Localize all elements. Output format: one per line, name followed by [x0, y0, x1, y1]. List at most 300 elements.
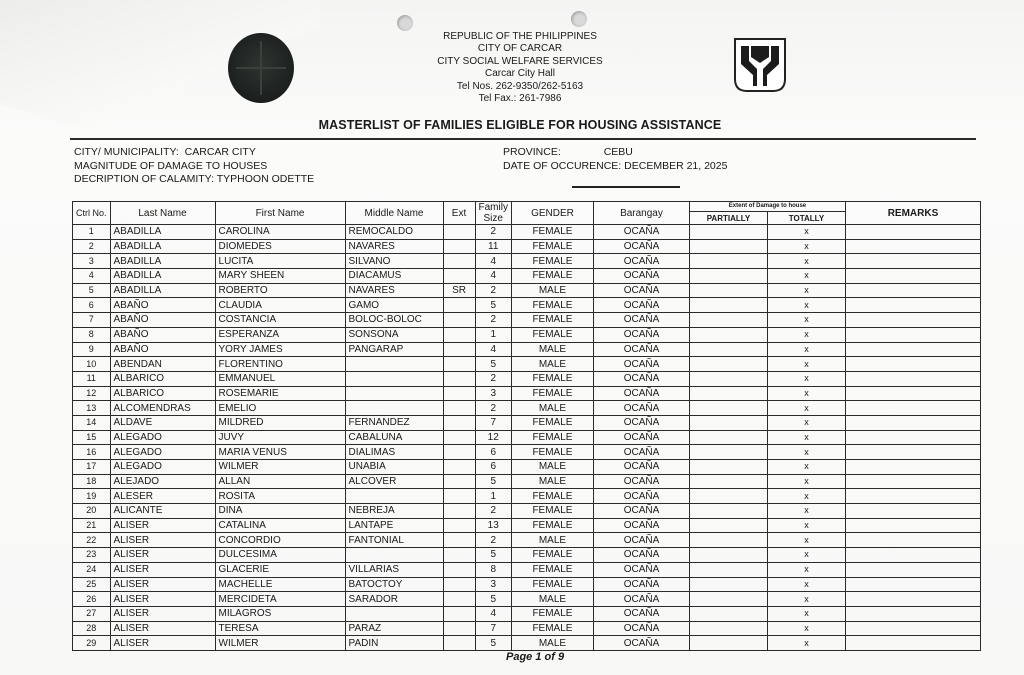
- first-name-cell: WILMER: [215, 460, 345, 475]
- family-size-cell: 2: [475, 533, 511, 548]
- gender-cell: MALE: [511, 460, 593, 475]
- partially-cell: [689, 283, 767, 298]
- ctrl-no-cell: 3: [73, 254, 111, 269]
- remarks-cell: [845, 430, 980, 445]
- family-size-cell: 5: [475, 592, 511, 607]
- last-name-cell: ALCOMENDRAS: [110, 401, 215, 416]
- remarks-cell: [845, 239, 980, 254]
- barangay-cell: OCAÑA: [593, 592, 689, 607]
- table-row: [73, 445, 981, 460]
- ctrl-no-cell: 16: [73, 445, 111, 460]
- ctrl-no-cell: 10: [73, 357, 111, 372]
- calamity-label: DECRIPTION OF CALAMITY:: [74, 173, 215, 185]
- family-size-cell: 2: [475, 401, 511, 416]
- middle-name-cell: REMOCALDO: [345, 225, 443, 240]
- family-size-cell: 4: [475, 342, 511, 357]
- middle-name-cell: [345, 386, 443, 401]
- last-name-cell: ALISER: [110, 621, 215, 636]
- middle-name-cell: ALCOVER: [345, 474, 443, 489]
- last-name-cell: ALESER: [110, 489, 215, 504]
- ext-cell: [443, 254, 475, 269]
- gender-cell: FEMALE: [511, 445, 593, 460]
- ext-cell: [443, 357, 475, 372]
- remarks-cell: [845, 606, 980, 621]
- info-left: [74, 146, 314, 187]
- last-name-cell: ABAÑO: [110, 327, 215, 342]
- table-row: [73, 606, 981, 621]
- remarks-cell: [845, 533, 980, 548]
- col-totally: TOTALLY: [767, 212, 845, 225]
- remarks-cell: [845, 415, 980, 430]
- ctrl-no-cell: 22: [73, 533, 111, 548]
- totally-cell: x: [767, 577, 845, 592]
- totally-cell: x: [767, 621, 845, 636]
- gender-cell: FEMALE: [511, 313, 593, 328]
- first-name-cell: JUVY: [215, 430, 345, 445]
- gender-cell: FEMALE: [511, 298, 593, 313]
- totally-cell: x: [767, 269, 845, 284]
- last-name-cell: ALEGADO: [110, 445, 215, 460]
- family-size-cell: 5: [475, 357, 511, 372]
- partially-cell: [689, 254, 767, 269]
- col-first-name: First Name: [215, 202, 345, 225]
- ext-cell: [443, 239, 475, 254]
- barangay-cell: OCAÑA: [593, 533, 689, 548]
- gender-cell: MALE: [511, 357, 593, 372]
- partially-cell: [689, 313, 767, 328]
- ext-cell: [443, 489, 475, 504]
- last-name-cell: ALDAVE: [110, 415, 215, 430]
- family-size-cell: 13: [475, 518, 511, 533]
- totally-cell: x: [767, 313, 845, 328]
- col-remarks: REMARKS: [845, 202, 980, 225]
- gender-cell: FEMALE: [511, 606, 593, 621]
- gender-cell: MALE: [511, 636, 593, 651]
- remarks-cell: [845, 460, 980, 475]
- middle-name-cell: DIALIMAS: [345, 445, 443, 460]
- family-size-cell: 2: [475, 283, 511, 298]
- date-label: DATE OF OCCURENCE:: [503, 159, 622, 172]
- table-row: [73, 327, 981, 342]
- ctrl-no-cell: 29: [73, 636, 111, 651]
- first-name-cell: DIOMEDES: [215, 239, 345, 254]
- first-name-cell: ALLAN: [215, 474, 345, 489]
- header-line: CITY OF CARCAR: [477, 43, 563, 55]
- header-line: CITY SOCIAL WELFARE SERVICES: [437, 55, 603, 67]
- last-name-cell: ALEGADO: [110, 430, 215, 445]
- barangay-cell: OCAÑA: [593, 415, 689, 430]
- partially-cell: [689, 533, 767, 548]
- ext-cell: [443, 386, 475, 401]
- remarks-cell: [845, 445, 980, 460]
- first-name-cell: MERCIDETA: [215, 592, 345, 607]
- gender-cell: FEMALE: [511, 621, 593, 636]
- ctrl-no-cell: 1: [73, 225, 111, 240]
- last-name-cell: ALISER: [110, 577, 215, 592]
- ext-cell: [443, 577, 475, 592]
- totally-cell: x: [767, 342, 845, 357]
- first-name-cell: CONCORDIO: [215, 533, 345, 548]
- remarks-cell: [845, 327, 980, 342]
- last-name-cell: ABENDAN: [110, 357, 215, 372]
- table-row: [73, 592, 981, 607]
- remarks-cell: [845, 621, 980, 636]
- totally-cell: x: [767, 636, 845, 651]
- partially-cell: [689, 239, 767, 254]
- ext-cell: [443, 342, 475, 357]
- last-name-cell: ABADILLA: [110, 283, 215, 298]
- ext-cell: [443, 636, 475, 651]
- partially-cell: [689, 327, 767, 342]
- gender-cell: FEMALE: [511, 415, 593, 430]
- gender-cell: MALE: [511, 342, 593, 357]
- col-family-size: Family Size: [475, 202, 511, 225]
- gender-cell: FEMALE: [511, 386, 593, 401]
- remarks-cell: [845, 548, 980, 563]
- partially-cell: [689, 474, 767, 489]
- first-name-cell: YORY JAMES: [215, 342, 345, 357]
- gender-cell: FEMALE: [511, 327, 593, 342]
- remarks-cell: [845, 357, 980, 372]
- barangay-cell: OCAÑA: [593, 298, 689, 313]
- middle-name-cell: PADIN: [345, 636, 443, 651]
- gender-cell: FEMALE: [511, 504, 593, 519]
- first-name-cell: DINA: [215, 504, 345, 519]
- first-name-cell: CAROLINA: [215, 225, 345, 240]
- ctrl-no-cell: 4: [73, 269, 111, 284]
- gender-cell: MALE: [511, 592, 593, 607]
- family-size-cell: 7: [475, 415, 511, 430]
- first-name-cell: FLORENTINO: [215, 357, 345, 372]
- barangay-cell: OCAÑA: [593, 254, 689, 269]
- totally-cell: x: [767, 562, 845, 577]
- barangay-cell: OCAÑA: [593, 460, 689, 475]
- barangay-cell: OCAÑA: [593, 504, 689, 519]
- ctrl-no-cell: 27: [73, 606, 111, 621]
- first-name-cell: TERESA: [215, 621, 345, 636]
- ext-cell: [443, 415, 475, 430]
- last-name-cell: ALBARICO: [110, 371, 215, 386]
- partially-cell: [689, 621, 767, 636]
- remarks-cell: [845, 518, 980, 533]
- ctrl-no-cell: 15: [73, 430, 111, 445]
- first-name-cell: MARIA VENUS: [215, 445, 345, 460]
- table-row: [73, 415, 981, 430]
- family-size-cell: 2: [475, 225, 511, 240]
- family-size-cell: 8: [475, 562, 511, 577]
- first-name-cell: EMELIO: [215, 401, 345, 416]
- punch-hole: [397, 15, 413, 31]
- ctrl-no-cell: 23: [73, 548, 111, 563]
- middle-name-cell: GAMO: [345, 298, 443, 313]
- ctrl-no-cell: 17: [73, 460, 111, 475]
- first-name-cell: MARY SHEEN: [215, 269, 345, 284]
- punch-hole: [571, 11, 587, 27]
- first-name-cell: MILDRED: [215, 415, 345, 430]
- barangay-cell: OCAÑA: [593, 269, 689, 284]
- last-name-cell: ALEJADO: [110, 474, 215, 489]
- barangay-cell: OCAÑA: [593, 283, 689, 298]
- province-line: [503, 146, 727, 160]
- ext-cell: [443, 371, 475, 386]
- middle-name-cell: NAVARES: [345, 283, 443, 298]
- ext-cell: [443, 225, 475, 240]
- partially-cell: [689, 577, 767, 592]
- gender-cell: FEMALE: [511, 225, 593, 240]
- partially-cell: [689, 371, 767, 386]
- gender-cell: FEMALE: [511, 254, 593, 269]
- table-row: [73, 283, 981, 298]
- ctrl-no-cell: 11: [73, 371, 111, 386]
- ctrl-no-cell: 6: [73, 298, 111, 313]
- ext-cell: [443, 518, 475, 533]
- totally-cell: x: [767, 357, 845, 372]
- col-gender: GENDER: [511, 202, 593, 225]
- col-ctrl-no: Ctrl No.: [73, 202, 111, 225]
- barangay-cell: OCAÑA: [593, 225, 689, 240]
- last-name-cell: ABADILLA: [110, 254, 215, 269]
- ext-cell: [443, 504, 475, 519]
- date-line: [503, 160, 727, 174]
- first-name-cell: CATALINA: [215, 518, 345, 533]
- table-row: [73, 298, 981, 313]
- barangay-cell: OCAÑA: [593, 577, 689, 592]
- family-size-cell: 4: [475, 606, 511, 621]
- ctrl-no-cell: 19: [73, 489, 111, 504]
- ctrl-no-cell: 18: [73, 474, 111, 489]
- province-label: PROVINCE:: [503, 146, 561, 158]
- col-last-name: Last Name: [110, 202, 215, 225]
- city-line: [74, 146, 314, 160]
- col-partially: PARTIALLY: [689, 212, 767, 225]
- ext-cell: [443, 562, 475, 577]
- last-name-cell: ABADILLA: [110, 269, 215, 284]
- last-name-cell: ALISER: [110, 592, 215, 607]
- barangay-cell: OCAÑA: [593, 342, 689, 357]
- table-row: [73, 533, 981, 548]
- table-row: [73, 401, 981, 416]
- middle-name-cell: [345, 606, 443, 621]
- remarks-cell: [845, 269, 980, 284]
- col-extent-damage: Extent of Damage to house: [689, 202, 845, 212]
- totally-cell: x: [767, 518, 845, 533]
- remarks-cell: [845, 298, 980, 313]
- col-middle-name: Middle Name: [345, 202, 443, 225]
- family-size-cell: 2: [475, 504, 511, 519]
- barangay-cell: OCAÑA: [593, 518, 689, 533]
- header-line: Tel Nos. 262-9350/262-5163: [456, 80, 584, 92]
- title-rule: [70, 138, 976, 140]
- ext-cell: [443, 460, 475, 475]
- city-seal-icon: [228, 33, 294, 103]
- signature-rule: [572, 186, 680, 188]
- remarks-cell: [845, 474, 980, 489]
- table-row: [73, 357, 981, 372]
- middle-name-cell: LANTAPE: [345, 518, 443, 533]
- ext-cell: [443, 269, 475, 284]
- last-name-cell: ALISER: [110, 518, 215, 533]
- barangay-cell: OCAÑA: [593, 386, 689, 401]
- barangay-cell: OCAÑA: [593, 430, 689, 445]
- gender-cell: FEMALE: [511, 239, 593, 254]
- col-barangay: Barangay: [593, 202, 689, 225]
- remarks-cell: [845, 592, 980, 607]
- gender-cell: FEMALE: [511, 489, 593, 504]
- family-size-cell: 12: [475, 430, 511, 445]
- partially-cell: [689, 636, 767, 651]
- family-size-cell: 6: [475, 460, 511, 475]
- magnitude-line: MAGNITUDE OF DAMAGE TO HOUSES: [74, 159, 268, 172]
- totally-cell: x: [767, 430, 845, 445]
- gender-cell: MALE: [511, 533, 593, 548]
- table-row: [73, 386, 981, 401]
- partially-cell: [689, 562, 767, 577]
- family-size-cell: 7: [475, 621, 511, 636]
- ext-cell: [443, 548, 475, 563]
- table-row: [73, 562, 981, 577]
- ext-cell: [443, 430, 475, 445]
- table-row: [73, 313, 981, 328]
- barangay-cell: OCAÑA: [593, 371, 689, 386]
- barangay-cell: OCAÑA: [593, 401, 689, 416]
- middle-name-cell: FANTONIAL: [345, 533, 443, 548]
- totally-cell: x: [767, 386, 845, 401]
- table-row: [73, 460, 981, 475]
- first-name-cell: COSTANCIA: [215, 313, 345, 328]
- middle-name-cell: NEBREJA: [345, 504, 443, 519]
- table-row: [73, 239, 981, 254]
- last-name-cell: ALEGADO: [110, 460, 215, 475]
- middle-name-cell: [345, 489, 443, 504]
- gender-cell: MALE: [511, 283, 593, 298]
- ext-cell: [443, 533, 475, 548]
- table-row: [73, 371, 981, 386]
- first-name-cell: CLAUDIA: [215, 298, 345, 313]
- ctrl-no-cell: 21: [73, 518, 111, 533]
- barangay-cell: OCAÑA: [593, 474, 689, 489]
- remarks-cell: [845, 489, 980, 504]
- table-row: [73, 489, 981, 504]
- middle-name-cell: PARAZ: [345, 621, 443, 636]
- masterlist-table: [72, 201, 981, 651]
- table-row: [73, 621, 981, 636]
- middle-name-cell: [345, 548, 443, 563]
- first-name-cell: DULCESIMA: [215, 548, 345, 563]
- header-line: Carcar City Hall: [484, 68, 555, 80]
- remarks-cell: [845, 313, 980, 328]
- calamity-line: [74, 173, 314, 187]
- partially-cell: [689, 401, 767, 416]
- table-row: [73, 518, 981, 533]
- date-value: DECEMBER 21, 2025: [624, 159, 728, 172]
- barangay-cell: OCAÑA: [593, 621, 689, 636]
- family-size-cell: 11: [475, 239, 511, 254]
- first-name-cell: ROSITA: [215, 489, 345, 504]
- last-name-cell: ABADILLA: [110, 239, 215, 254]
- gender-cell: FEMALE: [511, 430, 593, 445]
- ctrl-no-cell: 26: [73, 592, 111, 607]
- totally-cell: x: [767, 283, 845, 298]
- first-name-cell: MACHELLE: [215, 577, 345, 592]
- table-row: [73, 474, 981, 489]
- partially-cell: [689, 415, 767, 430]
- table-row: [73, 636, 981, 651]
- remarks-cell: [845, 577, 980, 592]
- first-name-cell: WILMER: [215, 636, 345, 651]
- city-label: CITY/ MUNICIPALITY:: [74, 146, 179, 158]
- ext-cell: [443, 474, 475, 489]
- barangay-cell: OCAÑA: [593, 636, 689, 651]
- family-size-cell: 5: [475, 548, 511, 563]
- ctrl-no-cell: 2: [73, 239, 111, 254]
- middle-name-cell: [345, 401, 443, 416]
- first-name-cell: GLACERIE: [215, 562, 345, 577]
- gender-cell: FEMALE: [511, 269, 593, 284]
- partially-cell: [689, 592, 767, 607]
- table-row: [73, 254, 981, 269]
- first-name-cell: MILAGROS: [215, 606, 345, 621]
- gender-cell: MALE: [511, 401, 593, 416]
- barangay-cell: OCAÑA: [593, 562, 689, 577]
- ext-cell: [443, 606, 475, 621]
- family-size-cell: 5: [475, 636, 511, 651]
- last-name-cell: ALISER: [110, 533, 215, 548]
- first-name-cell: LUCITA: [215, 254, 345, 269]
- table-row: [73, 548, 981, 563]
- remarks-cell: [845, 225, 980, 240]
- middle-name-cell: SONSONA: [345, 327, 443, 342]
- table-row: [73, 430, 981, 445]
- family-size-cell: 1: [475, 489, 511, 504]
- partially-cell: [689, 518, 767, 533]
- table-row: [73, 342, 981, 357]
- middle-name-cell: VILLARIAS: [345, 562, 443, 577]
- partially-cell: [689, 225, 767, 240]
- family-size-cell: 1: [475, 327, 511, 342]
- family-size-cell: 6: [475, 445, 511, 460]
- totally-cell: x: [767, 592, 845, 607]
- totally-cell: x: [767, 548, 845, 563]
- middle-name-cell: PANGARAP: [345, 342, 443, 357]
- table-row: [73, 577, 981, 592]
- ext-cell: [443, 313, 475, 328]
- ctrl-no-cell: 8: [73, 327, 111, 342]
- partially-cell: [689, 606, 767, 621]
- middle-name-cell: DIACAMUS: [345, 269, 443, 284]
- totally-cell: x: [767, 489, 845, 504]
- remarks-cell: [845, 562, 980, 577]
- middle-name-cell: [345, 371, 443, 386]
- ctrl-no-cell: 13: [73, 401, 111, 416]
- remarks-cell: [845, 254, 980, 269]
- col-ext: Ext: [443, 202, 475, 225]
- remarks-cell: [845, 636, 980, 651]
- agency-logo-icon: [733, 37, 787, 93]
- info-right: [503, 146, 727, 173]
- totally-cell: x: [767, 445, 845, 460]
- totally-cell: x: [767, 533, 845, 548]
- remarks-cell: [845, 401, 980, 416]
- family-size-cell: 4: [475, 269, 511, 284]
- totally-cell: x: [767, 415, 845, 430]
- partially-cell: [689, 269, 767, 284]
- family-size-cell: 4: [475, 254, 511, 269]
- ctrl-no-cell: 9: [73, 342, 111, 357]
- agency-header: [380, 31, 660, 105]
- totally-cell: x: [767, 504, 845, 519]
- ext-cell: [443, 298, 475, 313]
- ext-cell: [443, 327, 475, 342]
